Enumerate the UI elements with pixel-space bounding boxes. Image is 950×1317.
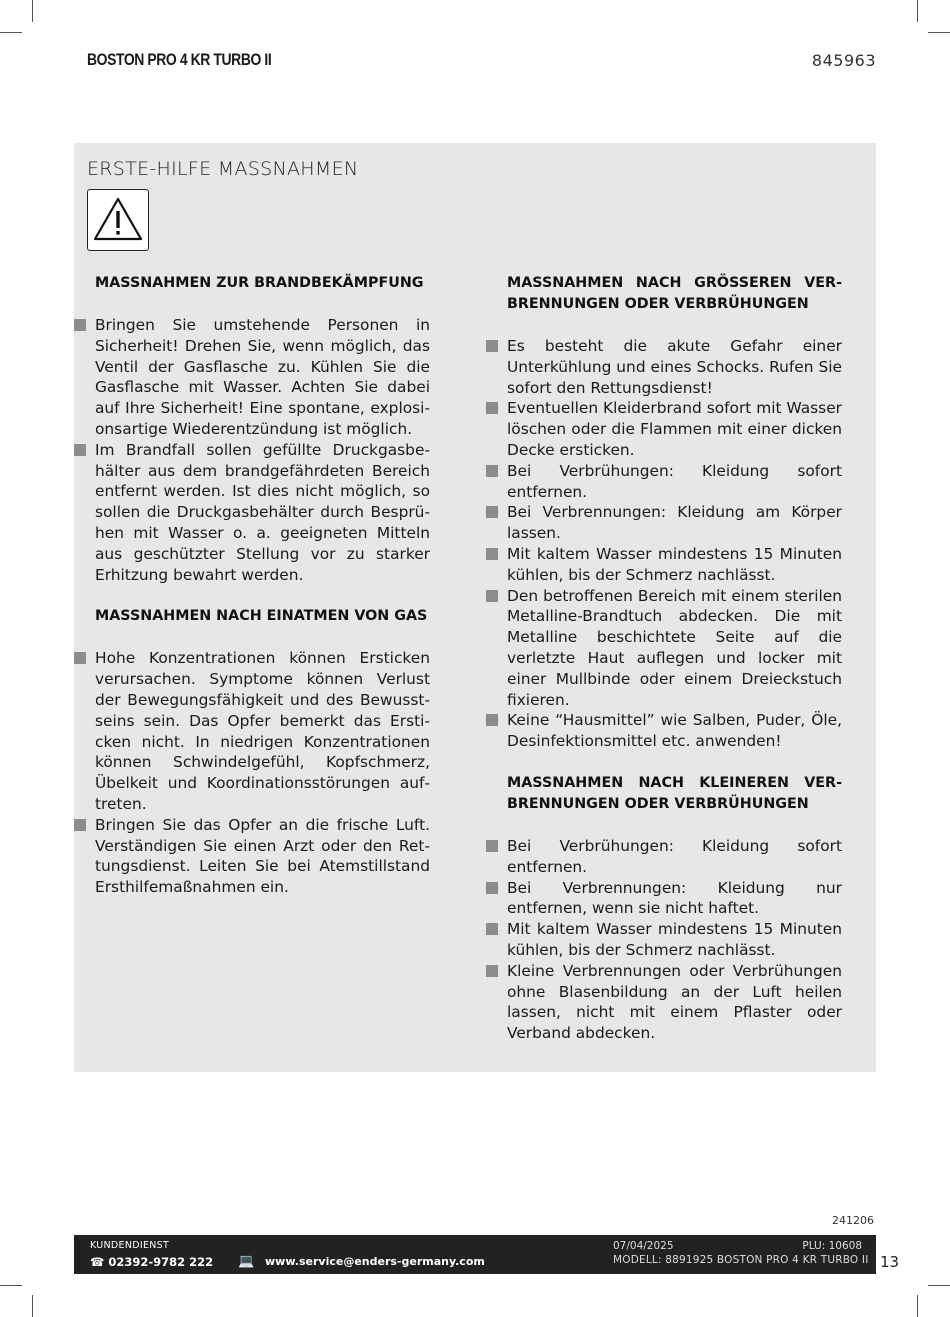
document-code: 241206 <box>832 1214 874 1227</box>
crop-mark <box>928 1285 950 1286</box>
square-bullet-icon <box>486 965 498 977</box>
section-heading: MASSNAHMEN NACH EINATMEN VON GAS <box>95 608 428 625</box>
right-column <box>486 273 842 1044</box>
crop-mark <box>0 32 22 33</box>
list-item: Mit kaltem Wasser mindestens 15 Minuten kühlen, bis der Schmerz nachlässt. <box>486 544 842 586</box>
crop-mark <box>32 0 33 22</box>
plu-number: PLU: 10608 <box>802 1240 862 1252</box>
square-bullet-icon <box>486 590 498 602</box>
list-item: Im Brandfall sollen gefüllte Druckgasbehälter aus dem brandgefährdeten Bereich entfernt werden. Ist dies nicht möglich, so sollen die Druckgasbehälter durch Besprühen mit Wasser o. a. geeigneten Mitteln aus geschützter Stellung vor zu starker Erhitzung bewahrt werden. <box>74 440 430 586</box>
service-website-link[interactable]: www.service@enders-germany.com <box>265 1255 485 1268</box>
panel-title: ERSTE-HILFE MASSNAHMEN <box>87 158 359 180</box>
crop-mark <box>928 32 950 33</box>
section-gas-inhalation <box>74 606 430 898</box>
model-info: MODELL: 8891925 BOSTON PRO 4 KR TURBO II <box>613 1254 869 1266</box>
page-number: 13 <box>880 1253 900 1271</box>
square-bullet-icon <box>486 714 498 726</box>
list-item: Eventuellen Kleiderbrand sofort mit Wasser löschen oder die Flammen mit einer dicken Decke ersticken. <box>486 398 842 460</box>
list-item: Den betroffenen Bereich mit einem sterilen Metalline-Brandtuch abdecken. Die mit Metalline beschichtete Seite auf die verletzte Haut auflegen und locker mit einer Mullbinde oder einem Dreieckstuch fixieren. <box>486 586 842 711</box>
section-heading: MASSNAHMEN ZUR BRANDBEKÄMPFUNG <box>95 275 424 291</box>
square-bullet-icon <box>486 840 498 852</box>
list-item: Bei Verbrennungen: Kleidung nur entfernen, wenn sie nicht haftet. <box>486 878 842 920</box>
crop-mark <box>917 0 918 22</box>
list-item: Bei Verbrühungen: Kleidung sofort entfernen. <box>486 461 842 503</box>
square-bullet-icon <box>486 506 498 518</box>
square-bullet-icon <box>486 548 498 560</box>
crop-mark <box>917 1295 918 1317</box>
section-fire-fighting <box>74 273 430 585</box>
list-item: Bei Verbrühungen: Kleidung sofort entfernen. <box>486 836 842 878</box>
first-aid-panel <box>74 143 876 1072</box>
crop-mark <box>32 1295 33 1317</box>
square-bullet-icon <box>74 444 86 456</box>
article-number: 845963 <box>811 51 876 70</box>
list-item: Hohe Konzentrationen können Ersticken verursachen. Symptome können Verlust der Bewegungsfähigkeit und des Bewusstseins sein. Das Opfer bemerkt das Ersticken nicht. In niedrigen Konzentrationen können Schwindelgefühl, Kopfschmerz, Übelkeit und Koordinationsstörungen auftreten. <box>74 648 430 814</box>
service-phone[interactable]: ☎ 02392-9782 222 <box>90 1255 214 1269</box>
section-heading: MASSNAHMEN NACH GRÖSSEREN VERBRENNUNGEN ODER VERBRÜHUNGEN <box>507 275 842 312</box>
product-title: BOSTON PRO 4 KR TURBO II <box>87 50 272 69</box>
list-item: Bei Verbrennungen: Kleidung am Körper lassen. <box>486 502 842 544</box>
laptop-icon: 💻 <box>238 1254 255 1269</box>
list-item: Bringen Sie das Opfer an die frische Luft. Verständigen Sie einen Arzt oder den Rettungsdienst. Leiten Sie bei Atemstillstand Ersthilfemaßnahmen ein. <box>74 815 430 898</box>
warning-triangle-icon <box>87 189 149 251</box>
square-bullet-icon <box>74 819 86 831</box>
square-bullet-icon <box>486 402 498 414</box>
square-bullet-icon <box>486 465 498 477</box>
square-bullet-icon <box>486 340 498 352</box>
square-bullet-icon <box>74 319 86 331</box>
footer-bar <box>74 1235 876 1274</box>
section-heading: MASSNAHMEN NACH KLEINEREN VERBRENNUNGEN ODER VERBRÜHUNGEN <box>507 774 842 812</box>
service-label: KUNDENDIENST <box>90 1240 170 1251</box>
square-bullet-icon <box>486 923 498 935</box>
crop-mark <box>0 1285 22 1286</box>
list-item: Keine “Hausmittel” wie Salben, Puder, Öle, Desinfektionsmittel etc. anwenden! <box>486 710 842 752</box>
square-bullet-icon <box>74 652 86 664</box>
list-item: Bringen Sie umstehende Personen in Sicherheit! Drehen Sie, wenn möglich, das Ventil der Gasflasche zu. Kühlen Sie die Gasflasche mit Wasser. Achten Sie dabei auf Ihre Sicherheit! Eine spontane, explosionsartige Wiederentzündung ist möglich. <box>74 315 430 440</box>
print-date: 07/04/2025 <box>613 1240 674 1252</box>
phone-icon: ☎ <box>90 1255 105 1269</box>
square-bullet-icon <box>486 882 498 894</box>
left-column <box>74 273 430 898</box>
list-item: Kleine Verbrennungen oder Verbrühungen ohne Blasenbildung an der Luft heilen lassen, nicht mit einem Pflaster oder Verband abdecken. <box>486 961 842 1044</box>
list-item: Es besteht die akute Gefahr einer Unterkühlung und eines Schocks. Rufen Sie sofort den Rettungsdienst! <box>486 336 842 398</box>
list-item: Mit kaltem Wasser mindestens 15 Minuten kühlen, bis der Schmerz nachlässt. <box>486 919 842 961</box>
section-major-burns <box>486 273 842 752</box>
section-minor-burns <box>486 773 842 1044</box>
